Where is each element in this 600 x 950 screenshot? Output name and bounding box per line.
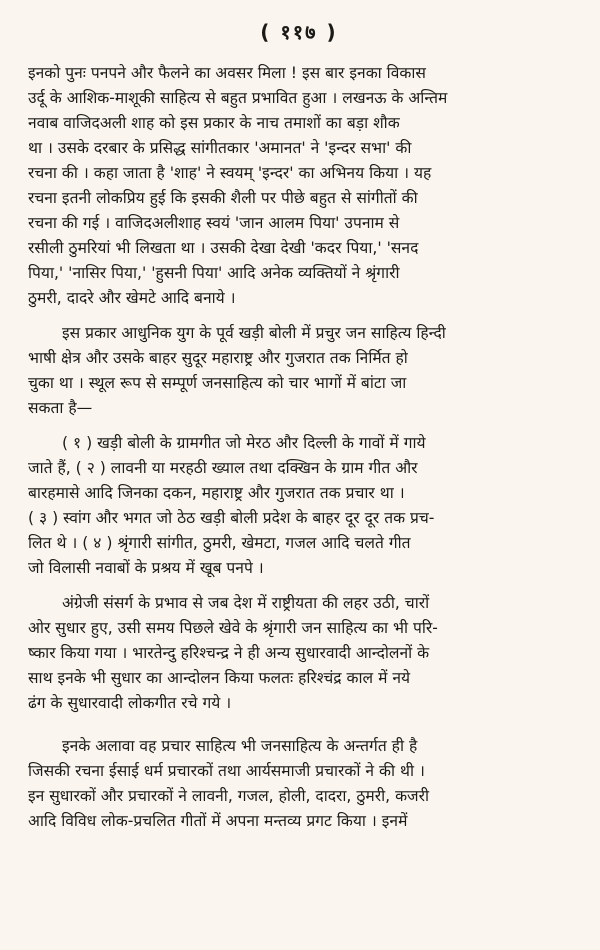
text-line: सकता है— [28,399,93,417]
text-line: जो विलासी नवाबों के प्रश्रय में खूब पनपे । [28,559,264,577]
text-line: बारहमासे आदि जिनका दकन, महाराष्ट्र और गुजरात तक प्रचार था । [28,484,405,502]
text-line: था । उसके दरबार के प्रसिद्ध सांगीतकार 'अमानत' ने 'इन्दर सभा' की [28,139,412,157]
text-line: ष्कार किया गया । भारतेन्दु हरिश्चन्द्र ने ही अन्य सुधारवादी आन्दोलनों के [28,644,430,662]
text-line: नवाब वाजिदअली शाह को इस प्रकार के नाच तमाशों का बड़ा शौक [28,114,400,132]
text-line: जिसकी रचना ईसाई धर्म प्रचारकों तथा आर्यसमाजी प्रचारकों ने की थी । [28,762,425,780]
page-number: ( ११७ ) [260,20,338,44]
text-line: इनके अलावा वह प्रचार साहित्य भी जनसाहित्य के अन्तर्गत ही है [62,737,418,755]
text-line: ओर सुधार हुए, उसी समय पिछले खेवे के श्रृंगारी जन साहित्य का भी परि- [28,619,438,637]
paragraph-5 [28,734,570,834]
text-line: आदि विविध लोक-प्रचलित गीतों में अपना मन्तव्य प्रगट किया । इनमें [28,812,408,830]
text-line: अंग्रेजी संसर्ग के प्रभाव से जब देश में राष्ट्रीयता की लहर उठी, चारों [62,594,430,612]
text-line: रचना की । कहा जाता है 'शाह' ने स्वयम् 'इन्दर' का अभिनय किया । यह [28,164,432,182]
text-line: उर्दू के आशिक-माशूकी साहित्य से बहुत प्रभावित हुआ । लखनऊ के अन्तिम [28,89,448,107]
text-line: ठुमरी, दादरे और खेमटे आदि बनाये । [28,289,236,307]
text-line: साथ इनके भी सुधार का आन्दोलन किया फलतः हरिश्चंद्र काल में नये [28,669,411,687]
paragraph-2 [28,321,570,421]
text-line: इन सुधारकों और प्रचारकों ने लावनी, गजल, होली, दादरा, ठुमरी, कजरी [28,787,430,805]
text-line: इनको पुनः पनपने और फैलने का अवसर मिला ! इस बार इनका विकास [28,64,426,82]
text-line: ( ३ ) स्वांग और भगत जो ठेठ खड़ी बोली प्रदेश के बाहर दूर दूर तक प्रच- [28,509,435,527]
text-line: चुका था । स्थूल रूप से सम्पूर्ण जनसाहित्य को चार भागों में बांटा जा [28,374,407,392]
text-line: इस प्रकार आधुनिक युग के पूर्व खड़ी बोली में प्रचुर जन साहित्य हिन्दी [62,324,446,342]
text-line: रचना की गई । वाजिदअलीशाह स्वयं 'जान आलम पिया' उपनाम से [28,214,400,232]
text-line: ( १ ) खड़ी बोली के ग्रामगीत जो मेरठ और दिल्ली के गावों में गाये [62,434,426,452]
text-line: रसीली ठुमरियां भी लिखता था । उसकी देखा देखी 'कदर पिया,' 'सनद [28,239,419,257]
text-line: जाते हैं, ( २ ) लावनी या मरहठी ख्याल तथा दक्खिन के ग्राम गीत और [28,459,418,477]
text-line: रचना इतनी लोकप्रिय हुई कि इसकी शैली पर पीछे बहुत से सांगीतों की [28,189,418,207]
text-line: भाषी क्षेत्र और उसके बाहर सुदूर महाराष्ट्र और गुजरात तक निर्मित हो [28,349,408,367]
text-line: ढंग के सुधारवादी लोकगीत रचे गये । [28,694,232,712]
paragraph-3 [28,431,570,581]
paragraph-1 [28,61,570,311]
text-line: लित थे । ( ४ ) श्रृंगारी सांगीत, ठुमरी, खेमटा, गजल आदि चलते गीत [28,534,411,552]
text-line: पिया,' 'नासिर पिया,' 'हुसनी पिया' आदि अनेक व्यक्तियों ने श्रृंगारी [28,264,400,282]
paragraph-4 [28,591,570,716]
